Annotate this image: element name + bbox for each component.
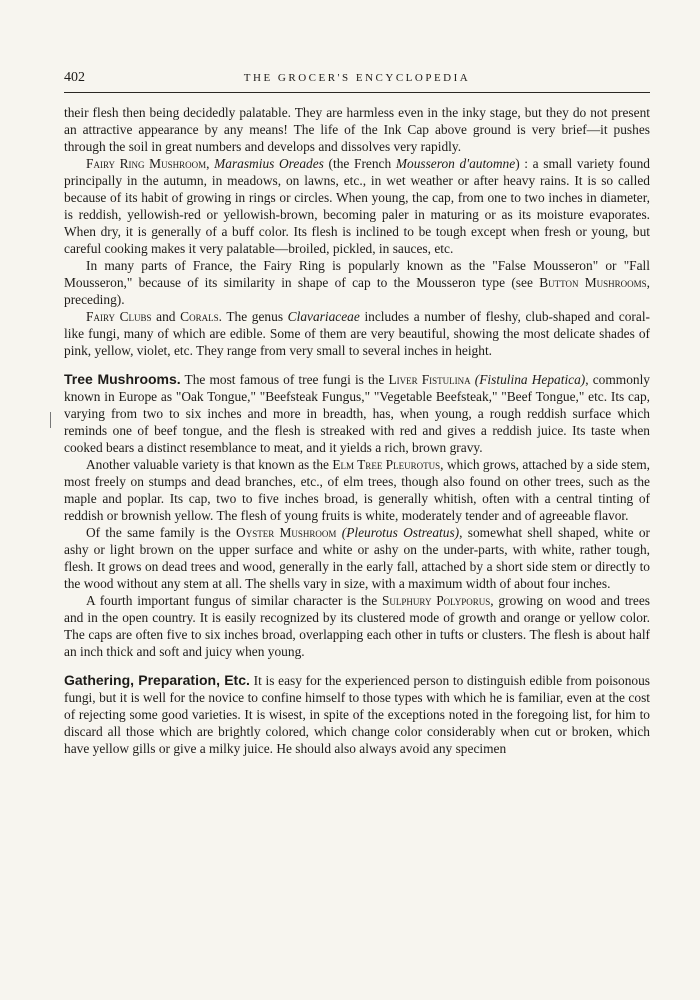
term-sulphury-polyporus: Sulphury Polyporus bbox=[381, 593, 491, 608]
latin-clavariaceae: Clavariaceae bbox=[287, 309, 360, 324]
paragraph-france: In many parts of France, the Fairy Ring is popularly known as the "False Mousseron" or "Fall Mousseron," because of its similarity in shape of cap to the Mousseron type (see Button Mushrooms, preceding). bbox=[64, 258, 650, 307]
latin-marasmius: Marasmius Oreades bbox=[214, 156, 324, 171]
heading-gathering: Gathering, Preparation, Etc. bbox=[64, 672, 250, 688]
running-head: THE GROCER'S ENCYCLOPEDIA bbox=[243, 72, 471, 84]
ref-button-mushrooms: Button Mushrooms, bbox=[539, 275, 650, 290]
section-gathering: Gathering, Preparation, Etc. It is easy for the experienced person to distinguish edible from poisonous fungi, but it is well for the novice to confine himself to those types with which he is familiar, even at the cost of rejecting some good varieties. It is wisest, in spite of the exceptions noted in the foregoing list, for him to discard all those which are brightly colored, which change color considerably when cut or broken, which have yellow gills or give a milky juice. He should also always avoid any specimen bbox=[64, 672, 650, 756]
heading-tree-mushrooms: Tree Mushrooms. bbox=[64, 371, 181, 387]
term-liver-fistulina: Liver Fistulina bbox=[388, 372, 471, 387]
section-tree-mushrooms: Tree Mushrooms. The most famous of tree fungi is the Liver Fistulina (Fistulina Hepatica), commonly known in Europe as "Oak Tongue," "Beefsteak Fungus," "Vegetable Beefsteak," "Beef Tongue," etc. Its cap, varying from two to six inches and more in breadth, has, when young, a rough reddish surface which reminds one of beef tongue, and the flesh is streaked with red and gives a reddish juice. Its taste when cooked bears a distinct resemblance to meat, and it yields a rich, brown gravy. bbox=[64, 371, 650, 455]
paragraph-oyster: Of the same family is the Oyster Mushroom (Pleurotus Ostreatus), somewhat shell shaped, white or ashy or light brown on the upper surface and white or ashy on the under-parts, with white, rather tough, flesh. It grows on dead trees and wood, generally in the early fall, attached by a short side stem or directly to the wood without any stem at all. The shells vary in size, with a maximum width of about four inches. bbox=[64, 525, 650, 591]
paragraph-polyporus: A fourth important fungus of similar character is the Sulphury Polyporus, growing on wood and trees and in the open country. It is easily recognized by its clustered mode of growth and orange or yellow color. The caps are often five to six inches broad, overlapping each other in tufts or clusters. The flesh is about half an inch thick and soft and juicy when young. bbox=[64, 593, 650, 659]
page-body bbox=[64, 104, 650, 757]
paragraph-ink-cap: their flesh then being decidedly palatable. They are harmless even in the inky stage, but they do not present an attractive appearance by any means! The life of the Ink Cap above ground is very brief—it pushes through the soil in great numbers and develops and dissolves very rapidly. bbox=[64, 105, 650, 154]
margin-mark bbox=[50, 412, 51, 428]
term-oyster-mushroom: Oyster Mushroom bbox=[236, 525, 337, 540]
latin-fistulina: (Fistulina Hepatica) bbox=[474, 372, 586, 387]
term-corals: Corals bbox=[180, 309, 219, 324]
paragraph-elm-tree: Another valuable variety is that known as the Elm Tree Pleurotus, which grows, attached by a side stem, most freely on stumps and dead branches, etc., of elm trees, though also found on other trees, such as the maple and poplar. Its cap, two to five inches broad, is generally whitish, often with a central tinting of reddish or brownish yellow. The flesh of young fruits is white, moderately tender and of agreeable flavor. bbox=[64, 457, 650, 523]
paragraph-fairy-ring: Fairy Ring Mushroom, Marasmius Oreades (the French Mousseron d'automne) : a small variety found principally in the autumn, in meadows, on lawns, etc., in wet weather or after heavy rains. It is so called because of its habit of growing in rings or circles. When young, the cap, from one to two inches in diameter, is reddish, yellowish-red or yellowish-brown, becoming paler in maturing or as its moisture evaporates. When dry, it is generally of a buff color. Its flesh is inclined to be tough except when fresh or young, but careful cooking makes it very palatable—broiled, pickled, in sauces, etc. bbox=[64, 156, 650, 256]
term-fairy-ring: Fairy Ring Mushroom, bbox=[86, 156, 210, 171]
paragraph-fairy-clubs: Fairy Clubs and Corals. The genus Clavariaceae includes a number of fleshy, club-shaped and coral-like fungi, many of which are edible. Some of them are very beautiful, showing the most delicate shades of pink, yellow, violet, etc. They range from very small to several inches in height. bbox=[64, 309, 650, 358]
page-number: 402 bbox=[64, 70, 85, 85]
latin-pleurotus: (Pleurotus Ostreatus) bbox=[341, 525, 460, 540]
french-name: Mousseron d'automne bbox=[395, 156, 516, 171]
term-fairy-clubs: Fairy Clubs bbox=[86, 309, 152, 324]
term-elm-tree-pleurotus: Elm Tree Pleurotus bbox=[332, 457, 441, 472]
page-header bbox=[64, 70, 650, 93]
